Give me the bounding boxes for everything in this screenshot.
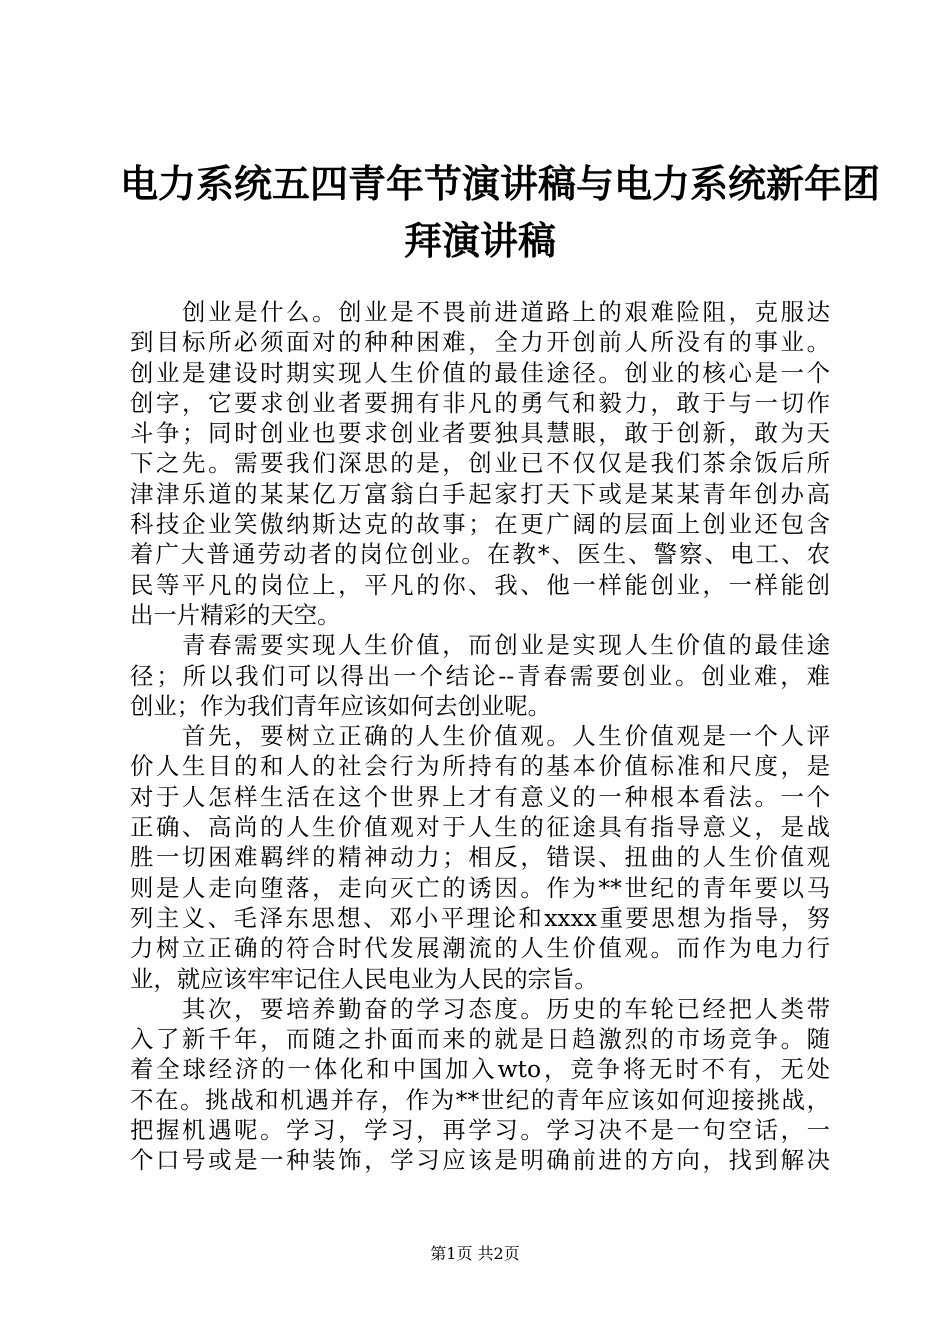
body-line: 正确、高尚的人生价值观对于人生的征途具有指导意义，是战: [130, 813, 830, 842]
body-line: 创业是建设时期实现人生价值的最佳途径。创业的核心是一个: [130, 358, 830, 387]
body-line: 下之先。需要我们深思的是，创业已不仅仅是我们茶余饭后所: [130, 449, 830, 478]
body-line: 胜一切困难羁绊的精神动力；相反，错误、扭曲的人生价值观: [130, 843, 830, 872]
document-title-line-1: 电力系统五四青年节演讲稿与电力系统新年团: [120, 162, 881, 206]
body-line: 其次，要培养勤奋的学习态度。历史的车轮已经把人类带: [130, 994, 830, 1023]
page-number-footer: 第1页 共2页: [430, 1244, 520, 1263]
body-line: 出一片精彩的天空。: [130, 600, 341, 629]
body-line: 津津乐道的某某亿万富翁白手起家打天下或是某某青年创办高: [130, 479, 830, 508]
body-line: 径；所以我们可以得出一个结论--青春需要创业。创业难，难: [130, 661, 830, 690]
body-line: 着全球经济的一体化和中国加入wto，竞争将无时不有，无处: [130, 1055, 830, 1084]
body-line: 民等平凡的岗位上，平凡的你、我、他一样能创业，一样能创: [130, 570, 830, 599]
body-line: 不在。挑战和机遇并存，作为**世纪的青年应该如何迎接挑战，: [130, 1085, 830, 1114]
document-title-line-2: 拜演讲稿: [403, 219, 556, 263]
body-line: 着广大普通劳动者的岗位创业。在教*、医生、警察、电工、农: [130, 540, 830, 569]
body-line: 科技企业笑傲纳斯达克的故事；在更广阔的层面上创业还包含: [130, 510, 830, 539]
body-line: 价人生目的和人的社会行为所持有的基本价值标准和尺度，是: [130, 752, 830, 781]
body-line: 斗争；同时创业也要求创业者要独具慧眼，敢于创新，敢为天: [130, 419, 830, 448]
body-line: 青春需要实现人生价值，而创业是实现人生价值的最佳途: [130, 631, 830, 660]
body-line: 到目标所必须面对的种种困难，全力开创前人所没有的事业。: [130, 328, 830, 357]
body-line: 则是人走向堕落，走向灭亡的诱因。作为**世纪的青年要以马: [130, 873, 830, 902]
body-line: 把握机遇呢。学习，学习，再学习。学习决不是一句空话，一: [130, 1116, 830, 1145]
body-line: 业，就应该牢牢记住人民电业为人民的宗旨。: [130, 964, 598, 993]
body-line: 列主义、毛泽东思想、邓小平理论和xxxx重要思想为指导，努: [130, 903, 830, 932]
document-body: [130, 297, 830, 1176]
body-line: 入了新千年，而随之扑面而来的就是日趋激烈的市场竞争。随: [130, 1025, 830, 1054]
body-line: 对于人怎样生活在这个世界上才有意义的一种根本看法。一个: [130, 782, 830, 811]
body-line: 创字，它要求创业者要拥有非凡的勇气和毅力，敢于与一切作: [130, 388, 830, 417]
body-line: 力树立正确的符合时代发展潮流的人生价值观。而作为电力行: [130, 934, 830, 963]
body-line: 首先，要树立正确的人生价值观。人生价值观是一个人评: [130, 722, 830, 751]
body-line: 创业是什么。创业是不畏前进道路上的艰难险阻，克服达: [130, 298, 830, 326]
body-line: 创业；作为我们青年应该如何去创业呢。: [130, 691, 552, 720]
body-line: 个口号或是一种装饰，学习应该是明确前进的方向，找到解决: [130, 1146, 830, 1175]
